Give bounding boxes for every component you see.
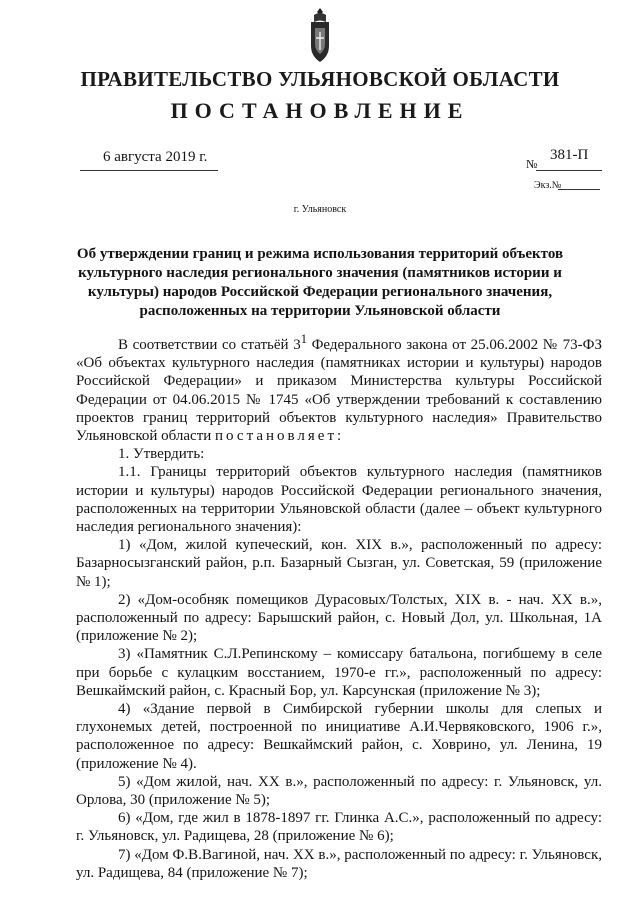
- list-item-7: 7) «Дом Ф.В.Вагиной, нач. XX в.», расположенный по адресу: г. Ульяновск, ул. Радищева, 84 (приложение № 7);: [76, 846, 602, 881]
- copy-number-underline: [558, 189, 600, 190]
- list-item-2: 2) «Дом-особняк помещиков Дурасовых/Толстых, XIX в. - нач. XX в.», расположенный по адресу: Барышский район, с. Новый Дол, ул. Школьная, 1А (приложение № 2);: [76, 591, 602, 645]
- number-sign: №: [526, 157, 538, 171]
- list-item-3: 3) «Памятник С.Л.Репинскому – комиссару батальона, погибшему в селе при борьбе с кулацким восстанием, 1970-е гг.», расположенный по адресу: Вешкаймский район, с. Красный Бор, ул. Карсунская (приложение № 3);: [76, 646, 602, 699]
- coat-of-arms-icon: [305, 6, 335, 66]
- paragraph-1: 1. Утвердить:: [118, 446, 205, 463]
- list-item-6: 6) «Дом, где жил в 1878-1897 гг. Глинка А.С.», расположенный по адресу: г. Ульяновск, ул. Радищева, 28 (приложение № 6);: [76, 810, 602, 845]
- document-number: 381-П: [550, 147, 589, 163]
- document-body: [76, 330, 602, 882]
- number-underline: [536, 170, 602, 171]
- date-underline: [80, 170, 218, 171]
- document-date: 6 августа 2019 г.: [103, 149, 208, 165]
- preamble-rest: Федерального закона от 25.06.2002 № 73-ФЗ «Об объектах культурного наследия (памятниках истории и культуры) народов Российской Федерации» и приказом Министерства культуры Российской Федерации от 04.06.2015 № 1745 «Об утверждении требований к составлению проектов границ территорий объектов культурного наследия» Правительство Ульяновской области: [76, 337, 602, 445]
- list-item-1: 1) «Дом, жилой купеческий, кон. XIX в.», расположенный по адресу: Базарносызганский район, р.п. Базарный Сызган, ул. Советская, 59 (приложение № 1);: [76, 537, 602, 590]
- document-title: Об утверждении границ и режима использования территорий объектов культурного наследия регионального значения (памятников истории и культуры) народов Российской Федерации регионального значения, расположенных на территории Ульяновской области: [76, 246, 564, 319]
- preamble-intro: В соответствии со статьёй 3: [118, 337, 301, 353]
- article-superscript: 1: [300, 332, 307, 346]
- government-name: ПРАВИТЕЛЬСТВО УЛЬЯНОВСКОЙ ОБЛАСТИ: [80, 67, 560, 91]
- list-item-5: 5) «Дом жилой, нач. XX в.», расположенный по адресу: г. Ульяновск, ул. Орлова, 30 (приложение № 5);: [76, 773, 602, 809]
- list-item-4: 4) «Здание первой в Симбирской губернии школы для слепых и глухонемых детей, построенной по инициативе А.И.Червяковского, 1906 г.», расположенное по адресу: Вешкаймский район, с. Ховрино, ул. Ленина, 19 (приложение № 4).: [76, 701, 602, 772]
- resolves-word: постановляет:: [215, 428, 345, 445]
- copy-number-label: Экз.№: [534, 180, 562, 191]
- preamble-paragraph: [76, 330, 602, 445]
- city: г. Ульяновск: [293, 204, 347, 215]
- paragraph-1-1: 1.1. Границы территорий объектов культурного наследия (памятников истории и культуры) народов Российской Федерации регионального значения, расположенных на территории Ульяновской области (далее – объект культурного наследия регионального значения):: [76, 464, 602, 536]
- document-type: ПОСТАНОВЛЕНИЕ: [170, 98, 470, 123]
